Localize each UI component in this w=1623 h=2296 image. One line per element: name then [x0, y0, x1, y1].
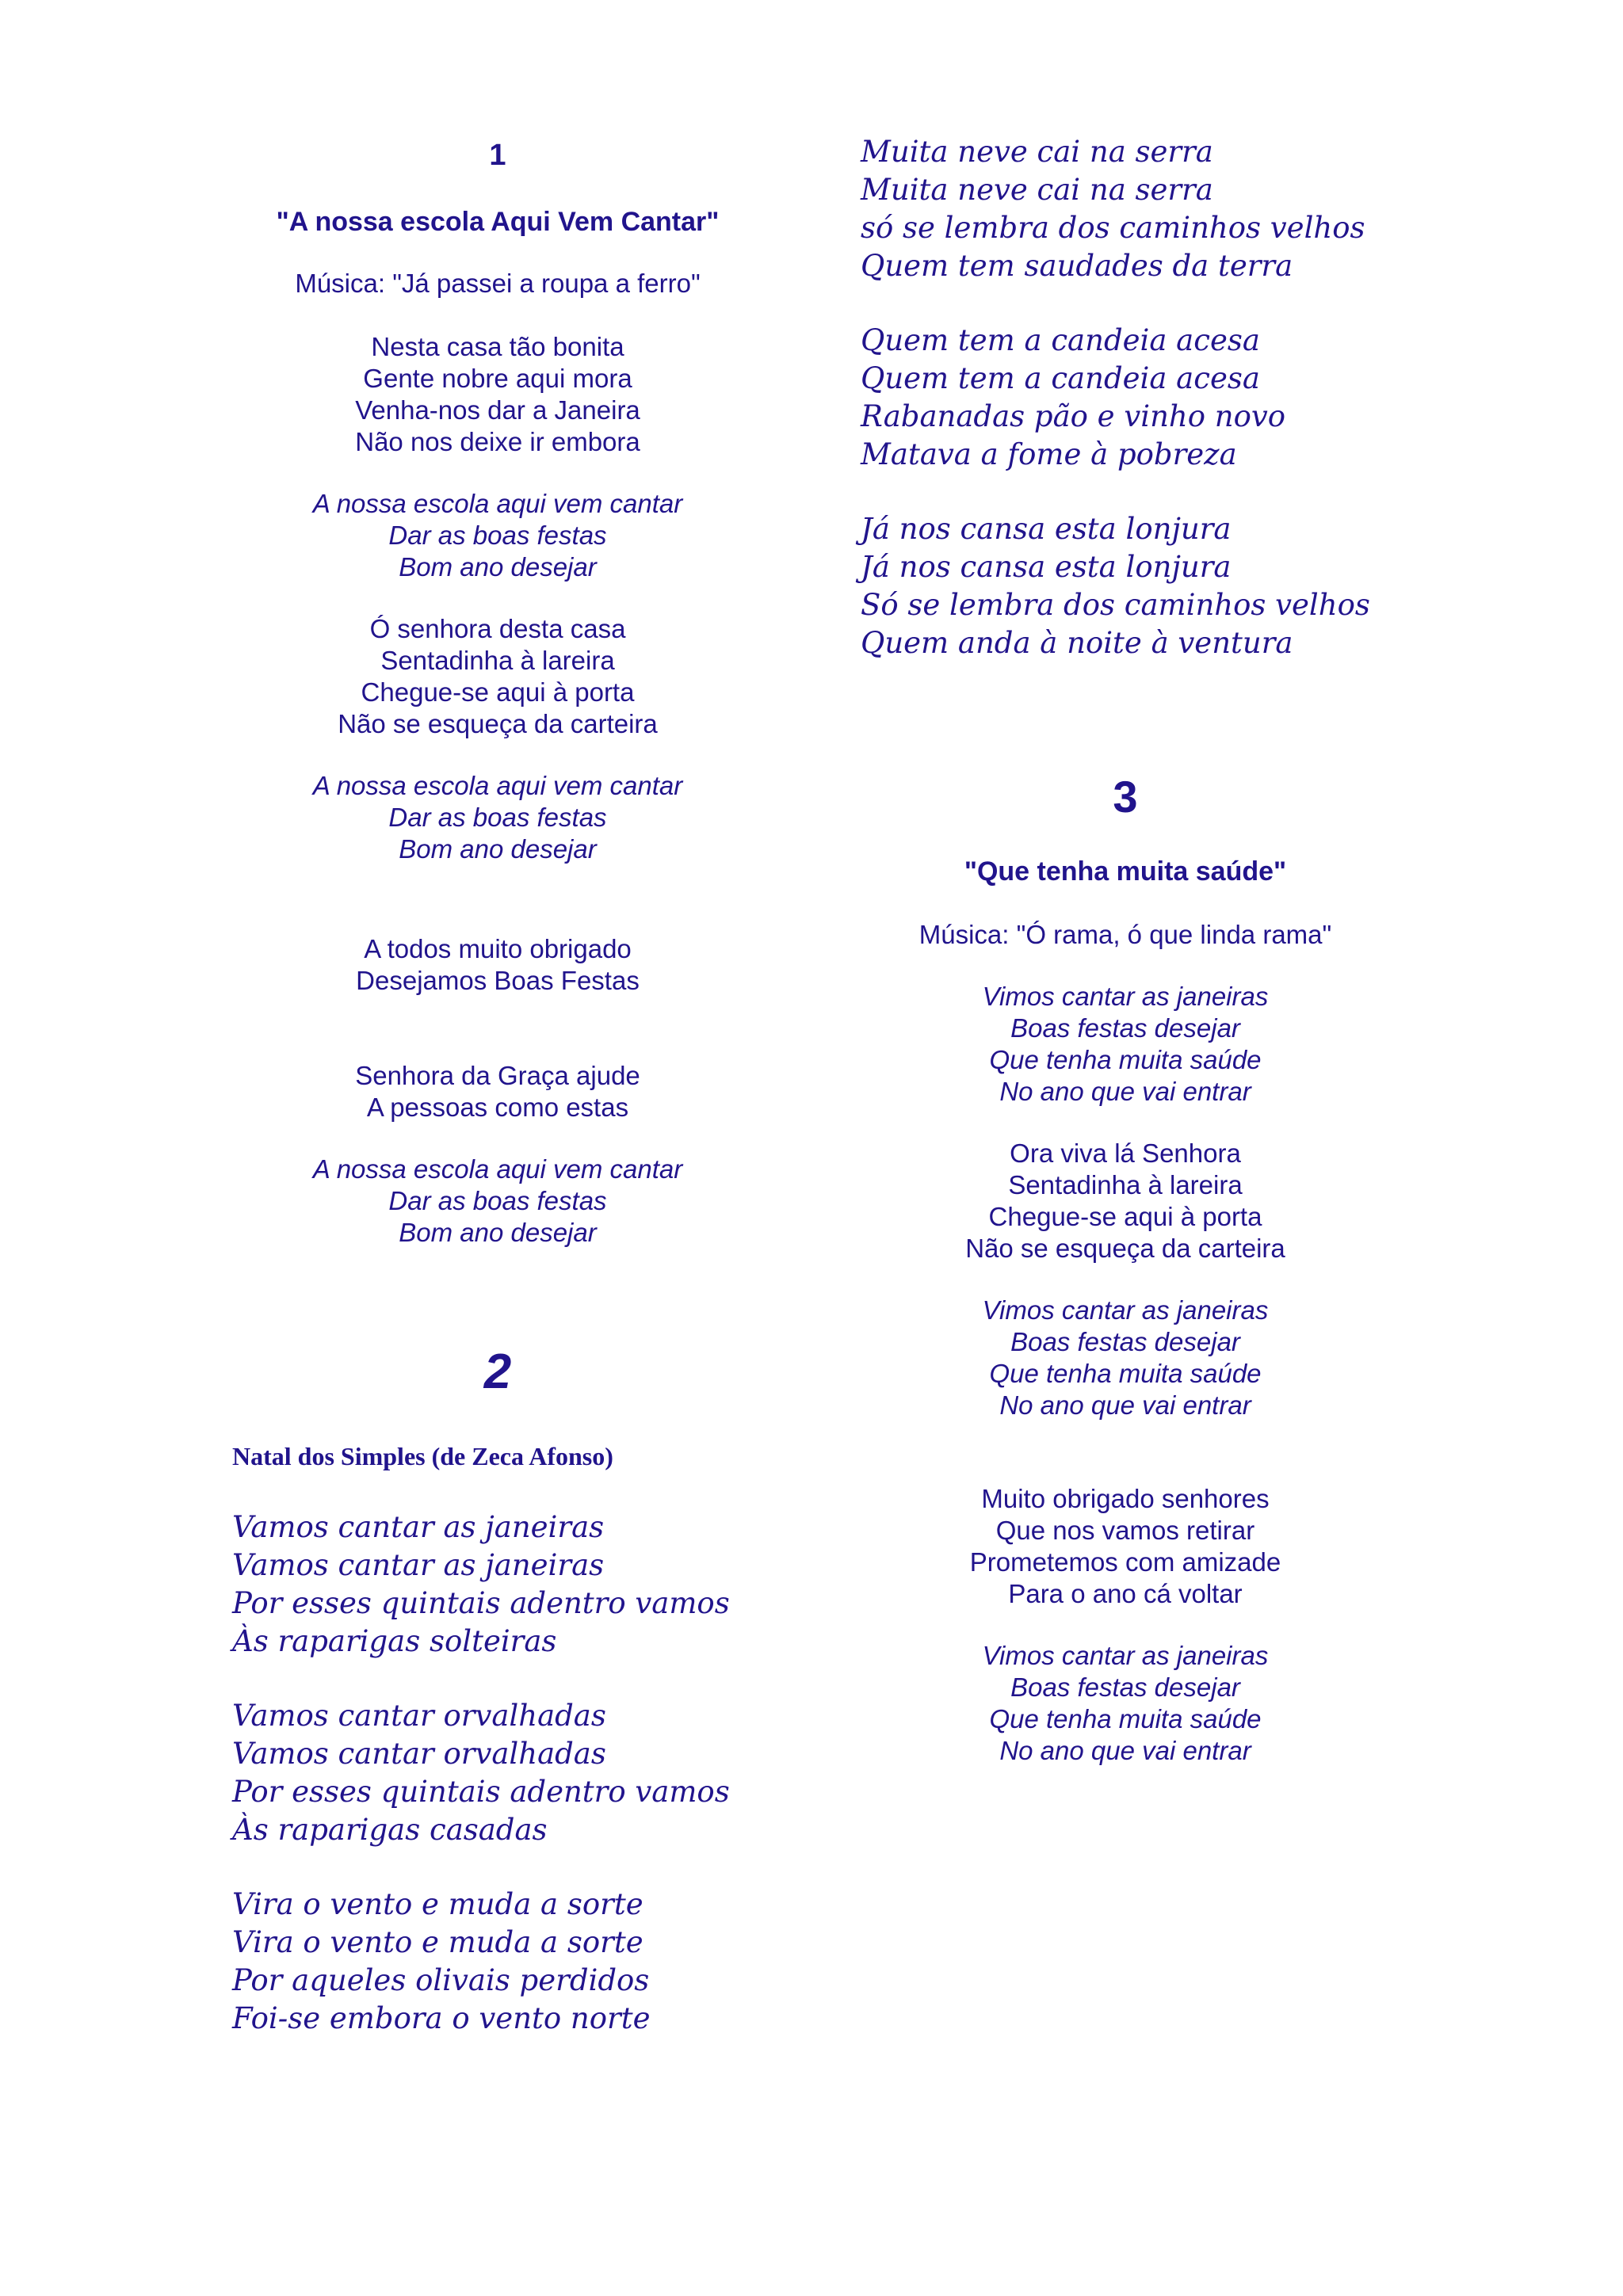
chorus-line: Bom ano desejar: [399, 552, 597, 582]
song-1-title: "A nossa escola Aqui Vem Cantar": [276, 207, 720, 237]
verse-line: Muita neve cai na serra: [861, 135, 1213, 169]
song-1-stanza-2: [260, 613, 735, 740]
verse-line: Muita neve cai na serra: [861, 173, 1213, 207]
song-1-chorus-3: [260, 1154, 735, 1249]
verse-line: só se lembra dos caminhos velhos: [861, 211, 1365, 245]
verse-line: Vamos cantar as janeiras: [232, 1510, 605, 1544]
verse-line: Não nos deixe ir embora: [355, 427, 640, 456]
chorus-line: Bom ano desejar: [399, 1218, 597, 1247]
song-1-music-block: [222, 266, 773, 301]
song-3-number-block: [888, 765, 1363, 829]
verse-line: Foi-se embora o vento norte: [232, 2001, 651, 2035]
verse-line: Nesta casa tão bonita: [371, 332, 624, 361]
verse-line: A pessoas como estas: [366, 1093, 629, 1122]
verse-line: Chegue-se aqui à porta: [988, 1202, 1262, 1231]
song-3-title-block: [848, 854, 1403, 889]
song-3-title: "Que tenha muita saúde": [964, 856, 1287, 887]
chorus-line: No ano que vai entrar: [999, 1390, 1251, 1420]
song-3-chorus-1: [888, 981, 1363, 1108]
song-1-stanza-1: [260, 331, 735, 458]
song-3-chorus-2: [888, 1295, 1363, 1421]
verse-line: Vira o vento e muda a sorte: [232, 1925, 643, 1959]
verse-line: Vamos cantar as janeiras: [232, 1548, 605, 1582]
chorus-line: Que tenha muita saúde: [989, 1704, 1262, 1733]
song-3-music: Música: "Ó rama, ó que linda rama": [918, 920, 1332, 949]
verse-line: Quem tem saudades da terra: [861, 249, 1293, 283]
verse-line: Por esses quintais adentro vamos: [232, 1586, 730, 1620]
song-1-music: Música: "Já passei a roupa a ferro": [295, 269, 701, 298]
verse-line: Muito obrigado senhores: [981, 1484, 1270, 1513]
song-2-title: Natal dos Simples (de Zeca Afonso): [232, 1442, 613, 1470]
song-2-stanza-4: [861, 133, 1365, 285]
song-2-stanza-6: [861, 510, 1370, 662]
verse-line: Para o ano cá voltar: [1008, 1579, 1243, 1608]
verse-line: Ó senhora desta casa: [369, 614, 626, 643]
chorus-line: Que tenha muita saúde: [989, 1045, 1262, 1074]
song-1-number: 1: [489, 139, 506, 172]
verse-line: Vamos cantar orvalhadas: [232, 1737, 606, 1771]
song-3-chorus-3: [888, 1640, 1363, 1767]
song-1-chorus-2: [260, 770, 735, 865]
verse-line: Prometemos com amizade: [969, 1547, 1281, 1577]
chorus-line: Boas festas desejar: [1010, 1327, 1240, 1356]
song-1: [260, 132, 735, 179]
verse-line: Quem tem a candeia acesa: [861, 323, 1260, 357]
chorus-line: Boas festas desejar: [1010, 1672, 1240, 1702]
chorus-line: No ano que vai entrar: [999, 1077, 1251, 1106]
verse-line: Não se esqueça da carteira: [965, 1234, 1285, 1263]
song-3-stanza-1: [888, 1138, 1363, 1264]
verse-line: Quem anda à noite à ventura: [861, 626, 1293, 660]
verse-line: Matava a fome à pobreza: [861, 437, 1237, 471]
verse-line: Sentadinha à lareira: [380, 646, 615, 675]
chorus-line: Bom ano desejar: [399, 834, 597, 864]
verse-line: Desejamos Boas Festas: [356, 966, 640, 995]
song-1-chorus-1: [260, 488, 735, 583]
chorus-line: Dar as boas festas: [388, 803, 607, 832]
verse-line: Ora viva lá Senhora: [1010, 1138, 1241, 1168]
song-3-number: 3: [1113, 772, 1138, 822]
verse-line: Rabanadas pão e vinho novo: [861, 399, 1286, 433]
chorus-line: Que tenha muita saúde: [989, 1359, 1262, 1388]
song-2-stanza-3: [232, 1886, 651, 2038]
song-2-stanza-2: [232, 1697, 730, 1849]
song-3-music-block: [848, 917, 1403, 952]
verse-line: Vira o vento e muda a sorte: [232, 1887, 643, 1921]
verse-line: Senhora da Graça ajude: [355, 1061, 640, 1090]
verse-line: A todos muito obrigado: [364, 934, 632, 963]
verse-line: Por aqueles olivais perdidos: [232, 1963, 650, 1997]
chorus-line: Vimos cantar as janeiras: [982, 1295, 1269, 1325]
verse-line: Gente nobre aqui mora: [363, 364, 632, 393]
verse-line: Não se esqueça da carteira: [338, 709, 658, 738]
verse-line: Às raparigas solteiras: [232, 1624, 557, 1658]
verse-line: Por esses quintais adentro vamos: [232, 1775, 730, 1809]
chorus-line: Vimos cantar as janeiras: [982, 982, 1269, 1011]
song-1-stanza-4: [260, 1060, 735, 1123]
chorus-line: No ano que vai entrar: [999, 1736, 1251, 1765]
verse-line: Quem tem a candeia acesa: [861, 361, 1260, 395]
chorus-line: A nossa escola aqui vem cantar: [312, 1154, 683, 1184]
verse-line: Sentadinha à lareira: [1008, 1170, 1243, 1199]
verse-line: Que nos vamos retirar: [995, 1516, 1255, 1545]
song-1-title-block: [222, 204, 773, 239]
chorus-line: A nossa escola aqui vem cantar: [312, 489, 683, 518]
verse-line: Venha-nos dar a Janeira: [355, 395, 640, 425]
song-3-stanza-2: [888, 1483, 1363, 1610]
verse-line: Vamos cantar orvalhadas: [232, 1699, 606, 1733]
chorus-line: Dar as boas festas: [388, 521, 607, 550]
verse-line: Chegue-se aqui à porta: [361, 677, 635, 707]
song-2-number-block: [260, 1341, 735, 1404]
verse-line: Já nos cansa esta lonjura: [861, 512, 1232, 546]
chorus-line: Dar as boas festas: [388, 1186, 607, 1215]
chorus-line: Boas festas desejar: [1010, 1013, 1240, 1043]
chorus-line: A nossa escola aqui vem cantar: [312, 771, 683, 800]
song-2-stanza-1: [232, 1508, 730, 1661]
verse-line: Às raparigas casadas: [232, 1813, 548, 1847]
verse-line: Só se lembra dos caminhos velhos: [861, 588, 1370, 622]
chorus-line: Vimos cantar as janeiras: [982, 1641, 1269, 1670]
verse-line: Já nos cansa esta lonjura: [861, 550, 1232, 584]
song-2-number: 2: [483, 1344, 512, 1399]
song-1-stanza-3: [260, 933, 735, 997]
song-2-stanza-5: [861, 322, 1285, 474]
